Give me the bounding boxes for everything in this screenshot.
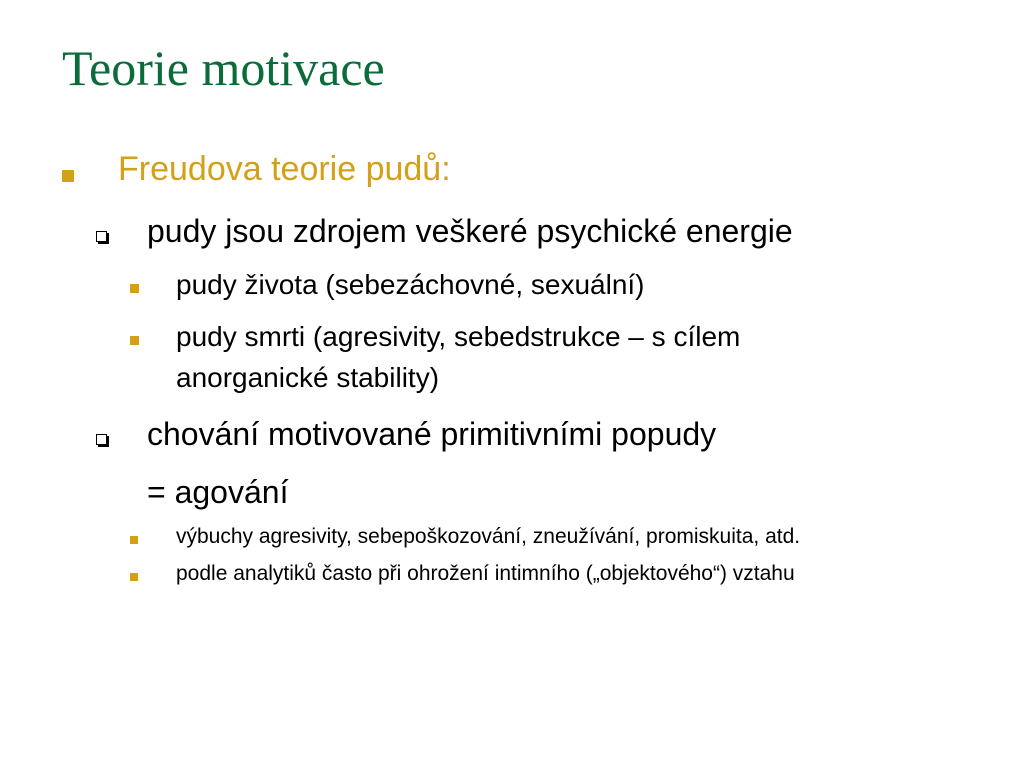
- list-item-level3-continuation: anorganické stability): [176, 362, 440, 393]
- hollow-square-bullet-icon: [96, 434, 107, 445]
- list-item-level3: pudy smrti (agresivity, sebedstrukce – s cílem: [176, 321, 741, 352]
- list-item-level3: výbuchy agresivity, sebepoškozování, zneužívání, promiskuita, atd.: [176, 525, 801, 548]
- slide-title: Teorie motivace: [62, 40, 385, 96]
- square-bullet-icon: [130, 536, 138, 544]
- list-item-level2: pudy jsou zdrojem veškeré psychické energie: [147, 213, 793, 249]
- square-bullet-icon: [130, 573, 138, 581]
- list-item-level3: podle analytiků často při ohrožení intimního („objektového“) vztahu: [176, 562, 795, 585]
- hollow-square-bullet-icon: [96, 231, 107, 242]
- list-item-level2-continuation: = agování: [147, 474, 289, 510]
- list-item-level2: chování motivované primitivními popudy: [147, 416, 717, 452]
- square-bullet-icon: [62, 170, 74, 182]
- square-bullet-icon: [130, 336, 139, 345]
- list-item-level1: Freudova teorie pudů:: [118, 150, 451, 188]
- list-item-level3: pudy života (sebezáchovné, sexuální): [176, 269, 645, 300]
- square-bullet-icon: [130, 284, 139, 293]
